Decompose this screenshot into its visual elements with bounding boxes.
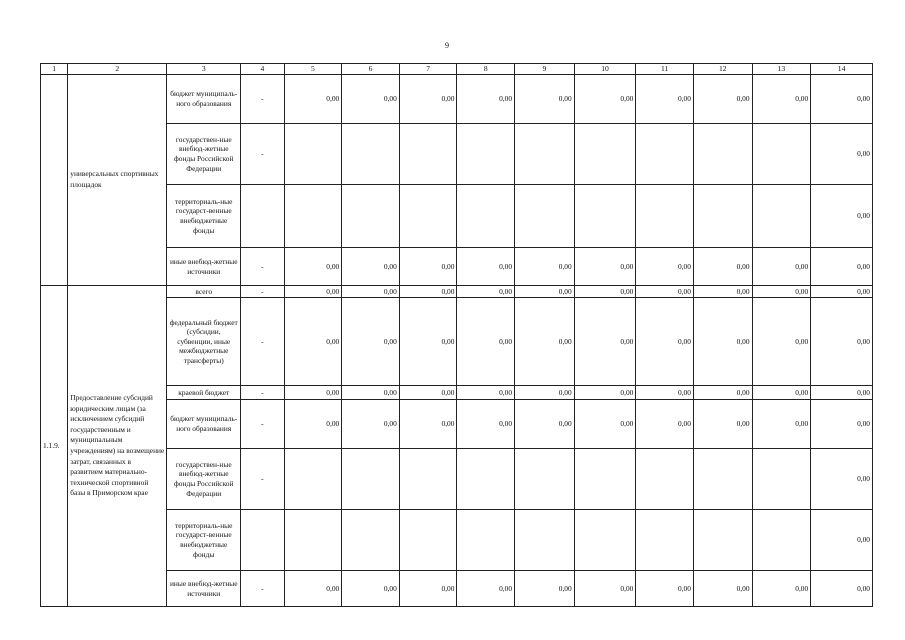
value-cell: 0,00: [457, 75, 515, 124]
value-cell: 0,00: [342, 386, 400, 400]
value-cell: 0,00: [636, 75, 694, 124]
value-cell: 0,00: [811, 185, 873, 248]
value-cell: 0,00: [284, 286, 342, 298]
row-code-cell: [41, 75, 68, 286]
dash-cell: -: [241, 75, 284, 124]
value-cell: 0,00: [811, 510, 873, 571]
value-cell: 0,00: [342, 571, 400, 607]
header-cell: 4: [241, 64, 284, 75]
funding-source: бюджет муниципаль-ного образования: [167, 75, 241, 124]
measure-name: универсальных спортивных площадок: [68, 75, 167, 286]
value-cell: 0,00: [574, 571, 636, 607]
funding-source: иные внебюд-жетные источники: [167, 248, 241, 286]
value-cell: 0,00: [342, 248, 400, 286]
funding-source: бюджет муниципаль-ного образования: [167, 400, 241, 449]
value-cell: 0,00: [342, 298, 400, 386]
value-cell: 0,00: [636, 286, 694, 298]
header-cell: 6: [342, 64, 400, 75]
header-cell: 14: [811, 64, 873, 75]
value-cell: 0,00: [342, 400, 400, 449]
value-cell: 0,00: [457, 386, 515, 400]
budget-table: [40, 63, 873, 607]
value-cell: 0,00: [399, 400, 457, 449]
value-cell: 0,00: [693, 400, 752, 449]
funding-source: государствен-ные внебюд-жетные фонды Российской Федерации: [167, 124, 241, 185]
value-cell: 0,00: [811, 75, 873, 124]
value-cell: 0,00: [574, 400, 636, 449]
funding-source: государствен-ные внебюд-жетные фонды Российской Федерации: [167, 449, 241, 510]
value-cell: 0,00: [811, 449, 873, 510]
value-cell: 0,00: [515, 248, 575, 286]
value-cell: 0,00: [284, 571, 342, 607]
value-cell: 0,00: [457, 571, 515, 607]
value-cell: 0,00: [636, 298, 694, 386]
dash-cell: -: [241, 571, 284, 607]
dash-cell: -: [241, 248, 284, 286]
value-cell: 0,00: [693, 75, 752, 124]
value-cell: 0,00: [811, 571, 873, 607]
dash-cell: -: [241, 449, 284, 510]
value-cell: 0,00: [399, 75, 457, 124]
header-cell: 8: [457, 64, 515, 75]
header-row: [41, 64, 873, 75]
value-cell: 0,00: [342, 75, 400, 124]
value-cell: 0,00: [811, 298, 873, 386]
value-cell: 0,00: [752, 286, 811, 298]
page-number: 9: [445, 41, 449, 50]
value-cell: 0,00: [457, 248, 515, 286]
measure-name: Предоставление субсидий юридическим лицам (за исключением субсидий государственным и муниципальным учреждениям) на возмещение затрат, связанных в развитием материально-технической спортивной базы в Приморском крае: [68, 286, 167, 607]
value-cell: 0,00: [636, 386, 694, 400]
header-cell: 12: [693, 64, 752, 75]
value-cell: 0,00: [811, 248, 873, 286]
value-cell: 0,00: [284, 248, 342, 286]
value-cell: 0,00: [515, 75, 575, 124]
funding-source: всего: [167, 286, 241, 298]
header-cell: 2: [68, 64, 167, 75]
dash-cell: -: [241, 400, 284, 449]
header-cell: 13: [752, 64, 811, 75]
value-cell: 0,00: [515, 298, 575, 386]
header-cell: 3: [167, 64, 241, 75]
header-cell: 10: [574, 64, 636, 75]
value-cell: 0,00: [636, 571, 694, 607]
header-cell: 5: [284, 64, 342, 75]
dash-cell: -: [241, 286, 284, 298]
funding-source: территориаль-ные государст-венные внебюджетные фонды: [167, 510, 241, 571]
value-cell: 0,00: [752, 400, 811, 449]
value-cell: 0,00: [284, 400, 342, 449]
funding-source: федеральный бюджет (субсидии, субвенции, иные межбюджетные трансферты): [167, 298, 241, 386]
value-cell: 0,00: [399, 386, 457, 400]
value-cell: 0,00: [399, 248, 457, 286]
value-cell: 0,00: [693, 386, 752, 400]
value-cell: 0,00: [515, 400, 575, 449]
funding-source: территориаль-ные государст-венные внебюджетные фонды: [167, 185, 241, 248]
value-cell: 0,00: [399, 298, 457, 386]
value-cell: 0,00: [752, 298, 811, 386]
value-cell: 0,00: [574, 248, 636, 286]
value-cell: 0,00: [457, 400, 515, 449]
value-cell: 0,00: [574, 75, 636, 124]
header-cell: 9: [515, 64, 575, 75]
table-row: [41, 75, 873, 124]
value-cell: 0,00: [693, 298, 752, 386]
value-cell: 0,00: [399, 571, 457, 607]
value-cell: 0,00: [693, 571, 752, 607]
table-row: [41, 286, 873, 298]
value-cell: 0,00: [811, 124, 873, 185]
value-cell: 0,00: [284, 298, 342, 386]
funding-source: иные внебюд-жетные источники: [167, 571, 241, 607]
value-cell: 0,00: [811, 286, 873, 298]
value-cell: 0,00: [515, 286, 575, 298]
value-cell: 0,00: [636, 248, 694, 286]
value-cell: 0,00: [342, 286, 400, 298]
value-cell: 0,00: [574, 286, 636, 298]
value-cell: 0,00: [752, 248, 811, 286]
dash-cell: -: [241, 124, 284, 185]
value-cell: 0,00: [574, 298, 636, 386]
header-cell: 7: [399, 64, 457, 75]
dash-cell: -: [241, 386, 284, 400]
value-cell: 0,00: [515, 386, 575, 400]
value-cell: 0,00: [811, 400, 873, 449]
funding-source: краевой бюджет: [167, 386, 241, 400]
value-cell: 0,00: [693, 286, 752, 298]
value-cell: 0,00: [457, 286, 515, 298]
value-cell: 0,00: [515, 571, 575, 607]
value-cell: 0,00: [752, 571, 811, 607]
value-cell: 0,00: [752, 386, 811, 400]
value-cell: 0,00: [284, 386, 342, 400]
value-cell: 0,00: [811, 386, 873, 400]
value-cell: 0,00: [636, 400, 694, 449]
header-cell: 11: [636, 64, 694, 75]
header-cell: 1: [41, 64, 68, 75]
value-cell: 0,00: [574, 386, 636, 400]
row-code: 1.1.9.: [41, 286, 68, 607]
value-cell: 0,00: [693, 248, 752, 286]
value-cell: 0,00: [399, 286, 457, 298]
value-cell: 0,00: [284, 75, 342, 124]
value-cell: 0,00: [752, 75, 811, 124]
dash-cell: -: [241, 298, 284, 386]
value-cell: 0,00: [457, 298, 515, 386]
